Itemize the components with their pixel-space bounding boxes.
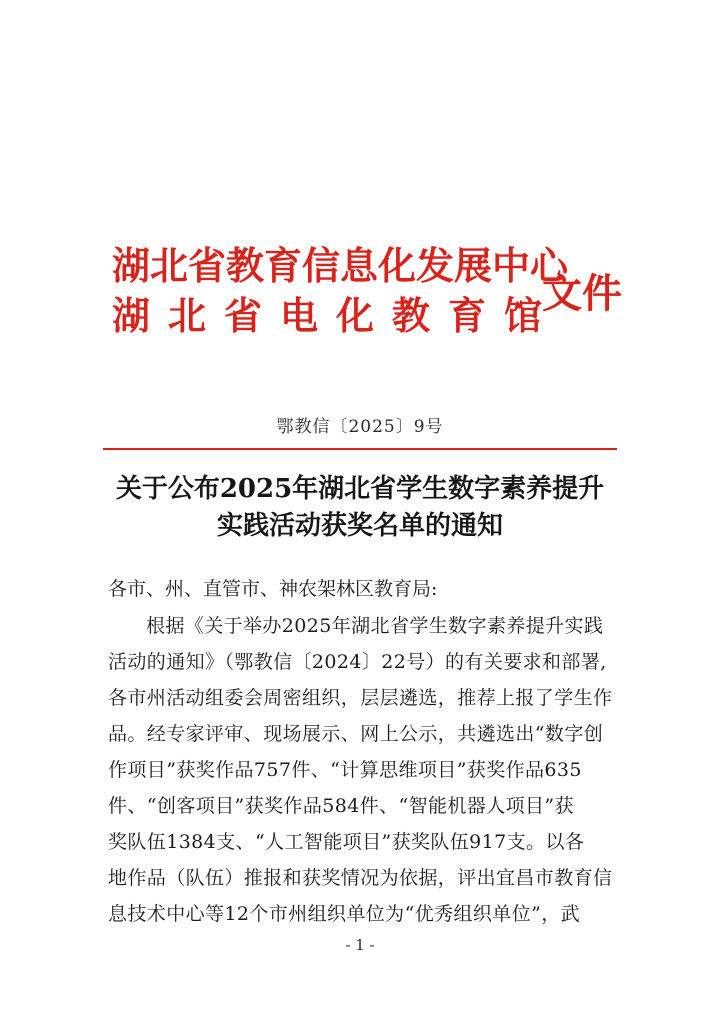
body-line: 活动的通知》（鄂教信〔2024〕22号）的有关要求和部署, — [108, 651, 607, 673]
salutation: 各市、州、直管市、神农架林区教育局: — [108, 578, 438, 600]
body-line: 地作品（队伍）推报和获奖情况为依据，评出宜昌市教育信 — [108, 867, 613, 889]
body-line: 作项目”获奖作品757件、“计算思维项目”获奖作品635 — [108, 759, 582, 781]
masthead-suffix: 文件 — [542, 271, 622, 317]
masthead-line-2: 湖北省电化教育馆 — [112, 294, 561, 338]
red-divider — [103, 448, 617, 450]
body-line: 根据《关于举办2025年湖北省学生数字素养提升实践 — [146, 615, 604, 637]
body-line: 品。经专家评审、现场展示、网上公示，共遴选出“数字创 — [108, 723, 604, 745]
title-line-2: 实践活动获奖名单的通知 — [216, 511, 503, 541]
body-line: 息技术中心等12个市州组织单位为“优秀组织单位”，武 — [108, 903, 581, 925]
document-number: 鄂教信〔2025〕9号 — [276, 417, 444, 437]
body-line: 件、“创客项目”获奖作品584件、“智能机器人项目”获 — [108, 795, 574, 817]
page-number: - 1 - — [345, 936, 375, 954]
masthead-line-1: 湖北省教育信息化发展中心 — [112, 244, 569, 288]
body-line: 奖队伍1384支、“人工智能项目”获奖队伍917支。以各 — [108, 831, 585, 853]
title-line-1: 关于公布2025年湖北省学生数字素养提升 — [115, 474, 605, 504]
body-line: 各市州活动组委会周密组织，层层遴选，推荐上报了学生作 — [108, 687, 613, 709]
